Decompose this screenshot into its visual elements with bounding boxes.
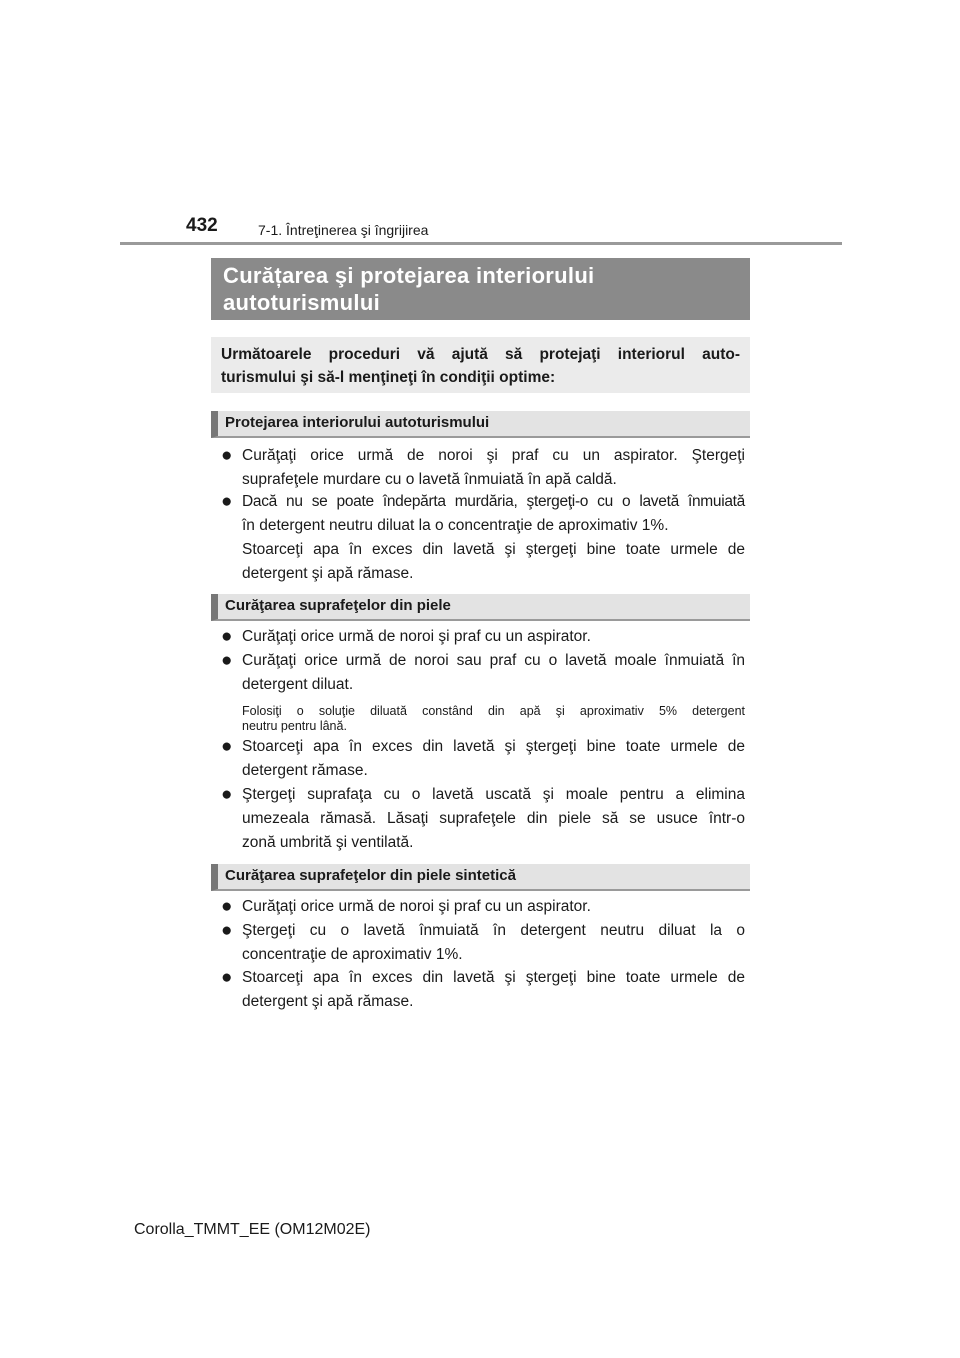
list-item	[221, 783, 745, 855]
item-line: detergent diluat.	[242, 676, 354, 693]
bullet-icon: ●	[221, 650, 233, 671]
item-line: în detergent neutru diluat la o concentraţie de aproximativ 1%.	[242, 517, 669, 534]
list-item	[221, 735, 745, 783]
item-line: Dacă nu se poate îndepărta murdăria, ştergeţi-o cu o lavetă înmuiată	[242, 493, 745, 510]
item-line: detergent şi apă rămase.	[242, 993, 414, 1010]
bullet-icon: ●	[221, 626, 233, 647]
intro-line2: turismului şi să-l menţineţi în condiţii optime:	[221, 369, 556, 386]
subheading-protection: Protejarea interiorului autoturismului	[211, 411, 750, 438]
list-item	[221, 490, 745, 586]
item-line: detergent rămase.	[242, 762, 368, 779]
bullet-icon: ●	[221, 445, 233, 466]
item-line: Stoarceţi apa în exces din lavetă şi ştergeţi bine toate urmele de	[242, 541, 745, 558]
item-line: detergent şi apă rămase.	[242, 565, 414, 582]
bullet-icon: ●	[221, 784, 233, 805]
item-line: umezeala rămasă. Lăsaţi suprafeţele din piele să se usuce într-o	[242, 810, 745, 827]
list-item	[221, 649, 745, 697]
note-line: neutru pentru lână.	[242, 719, 347, 733]
intro-box	[211, 337, 750, 393]
item-line: Stoarceţi apa în exces din lavetă şi ştergeţi bine toate urmele de	[242, 738, 745, 755]
bullet-icon: ●	[221, 920, 233, 941]
subheading-leather: Curăţarea suprafeţelor din piele	[211, 594, 750, 621]
item-line: suprafeţele murdare cu o lavetă înmuiată în apă caldă.	[242, 471, 617, 488]
bullet-icon: ●	[221, 491, 233, 512]
bullet-icon: ●	[221, 736, 233, 757]
header-rule	[120, 242, 842, 245]
list-item	[221, 895, 745, 919]
note-line: Folosiţi o soluţie diluată constând din apă şi aproximativ 5% detergent	[242, 704, 745, 718]
list-item	[221, 919, 745, 967]
item-line: Curăţaţi orice urmă de noroi şi praf cu un aspirator.	[242, 898, 591, 915]
footer-model: Corolla_TMMT_EE (OM12M02E)	[134, 1221, 371, 1238]
bullet-icon: ●	[221, 896, 233, 917]
item-line: Curăţaţi orice urmă de noroi şi praf cu un aspirator.	[242, 628, 591, 645]
list-item	[221, 966, 745, 1014]
intro-line1: Următoarele proceduri vă ajută să protejaţi interiorul auto-	[221, 346, 740, 363]
item-line: Stoarceţi apa în exces din lavetă şi ştergeţi bine toate urmele de	[242, 969, 745, 986]
item-line: Ştergeţi cu o lavetă înmuiată în detergent neutru diluat la o	[242, 922, 745, 939]
section-title-box	[211, 258, 750, 320]
bullet-icon: ●	[221, 967, 233, 988]
list-item	[221, 625, 745, 649]
subheading-synthetic-leather: Curăţarea suprafeţelor din piele sintetică	[211, 864, 750, 891]
page-number: 432	[186, 215, 218, 236]
item-line: Curăţaţi orice urmă de noroi sau praf cu o lavetă moale înmuiată în	[242, 652, 745, 669]
section-title-line2: autoturismului	[223, 290, 380, 315]
item-line: Curăţaţi orice urmă de noroi şi praf cu un aspirator. Ştergeţi	[242, 447, 745, 464]
item-line: Ştergeţi suprafaţa cu o lavetă uscată şi moale pentru a elimina	[242, 786, 745, 803]
note	[242, 704, 745, 734]
list-item	[221, 444, 745, 492]
item-line: zonă umbrită şi ventilată.	[242, 834, 414, 851]
chapter-title: 7-1. Întreţinerea şi îngrijirea	[258, 222, 429, 238]
section-title-line1: Curățarea şi protejarea interiorului	[223, 263, 595, 288]
item-line: concentraţie de aproximativ 1%.	[242, 946, 463, 963]
